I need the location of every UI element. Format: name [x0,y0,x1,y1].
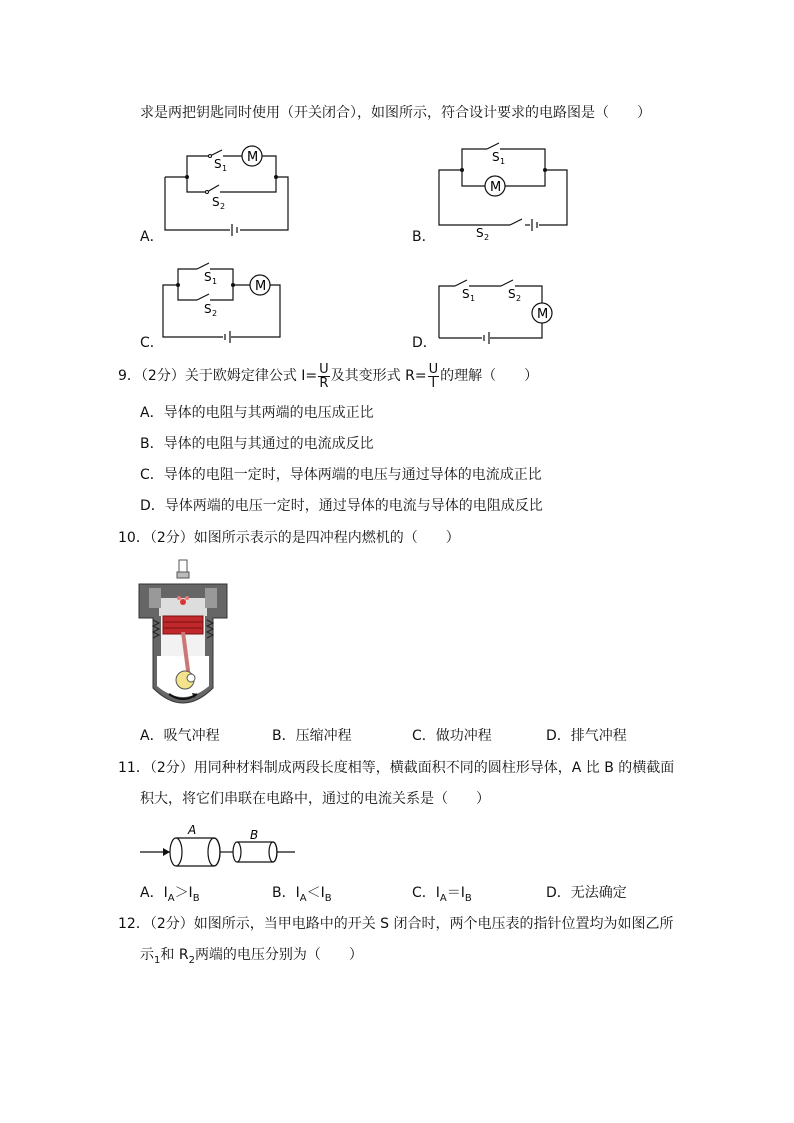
q8-option-c-label[interactable]: C． [140,335,164,351]
svg-text:S: S [214,157,222,171]
svg-text:1: 1 [212,277,218,286]
q11-option-b[interactable]: B．$I_A<I_B$ [272,885,332,904]
q11-option-a[interactable]: A．$I_A>I_B$ [140,885,200,904]
q11-stem-line1: 11．（2分）用同种材料制成两段长度相等，横截面积不同的圆柱形导体，A 比 B 的横截面 [118,760,675,776]
conductor-a-label: A [188,823,197,837]
q9-stem: 9．（2分）关于欧姆定律公式 I= $\frac{U}{R}$ 及其变形式 R= $\frac{U}{I}$ 的理解（ ） [118,361,539,391]
q10-option-c[interactable]: C．做功冲程 [412,728,492,744]
q10-stem: 10．（2分）如图所示表示的是四冲程内燃机的（ ） [118,530,460,546]
svg-text:S: S [508,287,516,301]
q8-stem-tail: 求是两把钥匙同时使用（开关闭合），如图所示，符合设计要求的电路图是（ ） [140,105,651,121]
fraction-u-over-i: $\frac{U}{I}$ [428,361,439,391]
circuit-diagram-a [160,140,295,240]
svg-text:M: M [255,279,267,294]
svg-text:2: 2 [484,233,490,242]
q9-option-c[interactable]: C．导体的电阻一定时，导体两端的电压与通过导体的电流成正比 [140,467,542,483]
q11-stem-line2: 积大，将它们串联在电路中，通过的电流关系是（ ） [140,791,490,807]
svg-text:2: 2 [516,294,522,303]
motor-label: M [247,150,259,165]
q9-option-a[interactable]: A．导体的电阻与其两端的电压成正比 [140,405,374,421]
circuit-diagram-d [432,268,560,348]
svg-text:2: 2 [212,309,218,318]
conductor-b-label: B [250,828,259,842]
q11-option-c[interactable]: C．$I_A=I_B$ [412,885,472,904]
svg-text:S: S [492,150,500,164]
q8-option-d-label[interactable]: D． [412,335,437,351]
svg-text:M: M [490,180,502,195]
q9-option-d[interactable]: D．导体两端的电压一定时，通过导体的电流与导体的电阻成反比 [140,498,543,514]
svg-text:1: 1 [500,157,506,166]
q10-option-a[interactable]: A．吸气冲程 [140,728,220,744]
svg-text:1: 1 [222,164,228,173]
q9-option-b[interactable]: B．导体的电阻与其通过的电流成反比 [140,436,374,452]
q12-stem-line2: 示$_1$和 $R_2$两端的电压分别为（ ） [140,947,363,966]
q10-option-b[interactable]: B．压缩冲程 [272,728,352,744]
q11-option-d[interactable]: D．无法确定 [546,885,627,901]
svg-text:S: S [204,302,212,316]
engine-cylinder-illustration [135,558,235,710]
svg-text:1: 1 [470,294,476,303]
svg-text:S: S [476,226,484,240]
circuit-diagram-b [432,140,572,245]
svg-text:M: M [537,307,549,322]
svg-text:S: S [462,287,470,301]
svg-text:S: S [204,270,212,284]
conductor-a-b-illustration [138,822,298,872]
svg-text:S: S [212,195,220,209]
q10-option-d[interactable]: D．排气冲程 [546,728,627,744]
svg-text:2: 2 [220,202,226,211]
q8-option-b-label[interactable]: B． [412,229,436,245]
q12-stem-line1: 12．（2分）如图所示，当甲电路中的开关 S 闭合时，两个电压表的指针位置均为如图乙所 [118,916,674,932]
fraction-u-over-r: $\frac{U}{R}$ [319,361,329,391]
q8-option-a-label[interactable]: A． [140,229,164,245]
circuit-diagram-c [160,262,290,344]
